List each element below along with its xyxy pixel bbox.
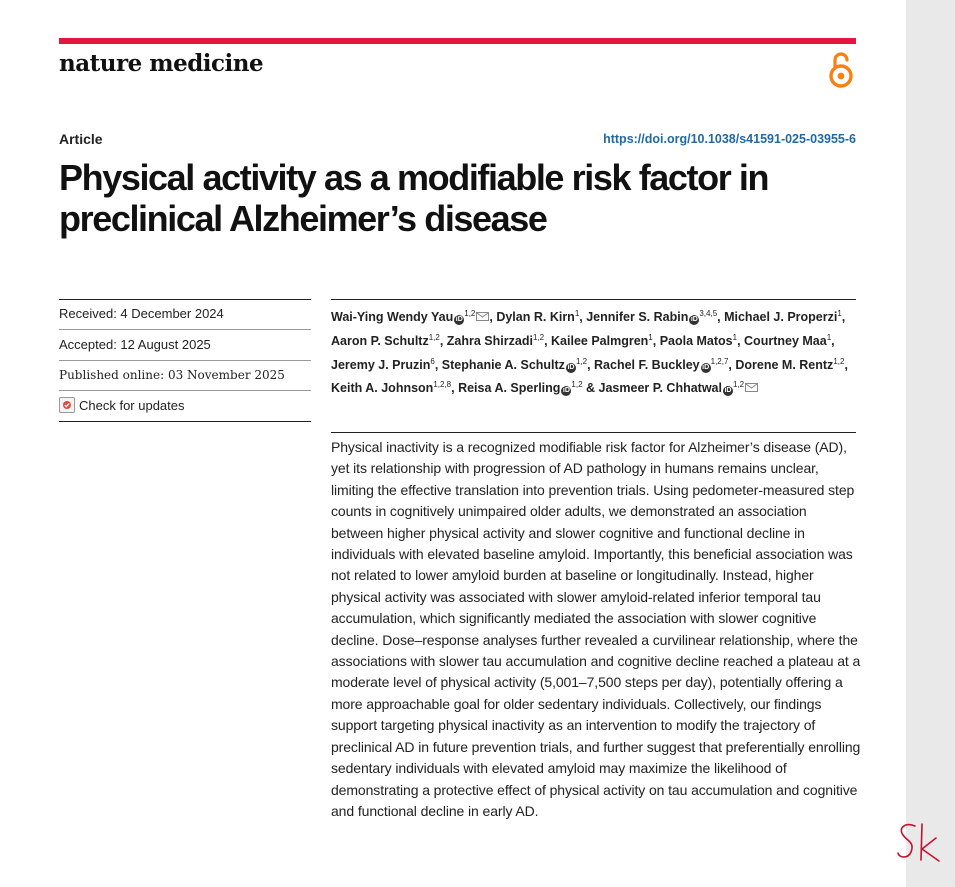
author-separator: , (652, 333, 660, 348)
author-name: Kailee Palmgren (551, 333, 649, 348)
author-name: Reisa A. Sperling (458, 381, 561, 396)
author[interactable] (496, 310, 586, 324)
author[interactable] (724, 310, 845, 324)
brand-bar (59, 38, 856, 44)
author-affiliation: 1,2 (532, 332, 545, 342)
author-affiliation: 1 (574, 309, 580, 318)
author[interactable] (458, 381, 598, 395)
author[interactable] (442, 358, 594, 372)
author[interactable] (744, 334, 835, 348)
author-name: Jeremy J. Pruzin (331, 357, 431, 372)
orcid-icon[interactable]: iD (455, 316, 463, 323)
email-icon[interactable] (745, 383, 758, 392)
check-for-updates-icon (59, 397, 75, 413)
author-name: Aaron P. Schultz (331, 333, 429, 348)
abstract-divider (331, 432, 856, 433)
viewer-gutter (906, 0, 955, 887)
author-separator: , (831, 333, 835, 348)
author-affiliation: 1,2 (732, 380, 745, 390)
email-icon[interactable] (476, 312, 489, 321)
check-for-updates-label: Check for updates (79, 397, 185, 413)
orcid-icon[interactable]: iD (567, 363, 575, 371)
orcid-icon[interactable]: iD (724, 387, 732, 395)
abstract: Physical inactivity is a recognized modifiable risk factor for Alzheimer’s disease (AD), yet its relationship with progression of AD pathology in humans remains unclear, limiting the effective translation into prevention trials. Using pedometer-measured step counts in cognitively unimpaired older adults, we demonstrated an association between higher physical activity and slower cognitive and functional decline in individuals with elevated baseline amyloid. Importantly, this beneficial association was not related to lower amyloid burden at baseline or longitudinally. Instead, higher physical activity was associated with slower amyloid-related inferior temporal tau accumulation, which significantly mediated the association with slower cognitive decline. Dose–response analyses further revealed a curvilinear relationship, where the associations with slower tau accumulation and cognitive decline reached a plateau at a moderate level of physical activity (5,001–7,500 steps per day), potentially offering a more approachable goal for older sedentary individuals. Collectively, our findings support targeting physical inactivity as an intervention to modify the trajectory of preclinical AD in future prevention trials, and further suggest that preferentially enrolling sedentary individuals with elevated amyloid may maximize the likelihood of demonstrating a protective effect of physical activity on tau accumulation and cognitive and functional decline in early AD. (331, 439, 861, 819)
author[interactable] (331, 310, 496, 324)
author-separator: , (489, 310, 497, 324)
author-name: Rachel F. Buckley (594, 357, 700, 372)
published-date: Published online: 03 November 2025 (59, 368, 285, 382)
author-separator: , (579, 310, 587, 324)
orcid-icon[interactable]: iD (690, 316, 698, 323)
author-affiliation: 1 (648, 332, 653, 342)
author[interactable] (586, 310, 724, 324)
article-title: Physical activity as a modifiable risk factor in preclinical Alzheimer’s disease (59, 157, 769, 239)
orcid-icon[interactable]: iD (702, 363, 710, 371)
orcid-icon[interactable]: iD (562, 387, 570, 395)
author[interactable] (735, 358, 848, 372)
author-separator: , (717, 310, 725, 324)
author-affiliation: 1 (826, 332, 832, 342)
author-list (331, 304, 861, 399)
author-affiliation: 3,4,5 (699, 309, 718, 318)
author-affiliation: 1,2 (464, 309, 476, 318)
author-separator: , (728, 357, 736, 372)
doi-link[interactable]: https://doi.org/10.1038/s41591-025-03955-6 (603, 132, 856, 146)
author[interactable] (599, 381, 759, 395)
author-affiliation: 1 (837, 309, 842, 318)
handwritten-signature (895, 818, 947, 866)
author-separator: , (841, 310, 846, 324)
author-affiliation: 1,2 (571, 380, 583, 390)
received-date: Received: 4 December 2024 (59, 306, 224, 321)
article-type: Article (59, 131, 103, 147)
open-access-icon (826, 50, 856, 90)
author-separator: , (544, 333, 552, 348)
accepted-date: Accepted: 12 August 2025 (59, 337, 211, 352)
authors-divider (331, 299, 856, 300)
author-name: Jasmeer P. Chhatwal (598, 381, 722, 396)
author-name: Courtney Maa (744, 333, 827, 348)
author[interactable] (447, 334, 551, 348)
author-separator: , (587, 357, 595, 372)
meta-divider (59, 329, 311, 330)
author[interactable] (660, 334, 744, 348)
meta-divider (59, 360, 311, 361)
author-affiliation: 1,2 (575, 356, 588, 366)
author-name: Dorene M. Rentz (735, 357, 834, 372)
author-affiliation: 1,2,7 (710, 356, 729, 366)
author-affiliation: 6 (430, 356, 435, 366)
author[interactable] (594, 358, 735, 372)
author-separator: , (737, 333, 745, 348)
author[interactable] (331, 334, 447, 348)
author-name: Jennifer S. Rabin (586, 310, 689, 324)
author-affiliation: 1 (732, 332, 738, 342)
author-affiliation: 1,2 (428, 332, 440, 342)
author-affiliation: 1,2,8 (433, 380, 452, 390)
check-for-updates-button[interactable] (59, 397, 185, 413)
journal-name[interactable]: nature medicine (59, 50, 264, 77)
author-name: Paola Matos (659, 333, 733, 348)
author[interactable] (331, 358, 442, 372)
author-name: Wai-Ying Wendy Yau (331, 310, 454, 324)
author-separator: , (451, 381, 459, 396)
author-name: Zahra Shirzadi (446, 333, 533, 348)
meta-divider-bottom (59, 421, 311, 422)
meta-divider-top (59, 299, 311, 300)
author-name: Dylan R. Kirn (496, 310, 575, 324)
author[interactable] (331, 381, 458, 395)
author[interactable] (551, 334, 660, 348)
author-name: Michael J. Properzi (724, 310, 838, 324)
author-separator: , (439, 333, 447, 348)
author-name: Stephanie A. Schultz (441, 357, 565, 372)
author-separator: , (434, 357, 442, 372)
author-separator: , (844, 357, 848, 372)
meta-divider (59, 390, 311, 391)
author-name: Keith A. Johnson (331, 381, 434, 396)
author-affiliation: 1,2 (833, 356, 845, 366)
author-separator: & (582, 381, 599, 396)
